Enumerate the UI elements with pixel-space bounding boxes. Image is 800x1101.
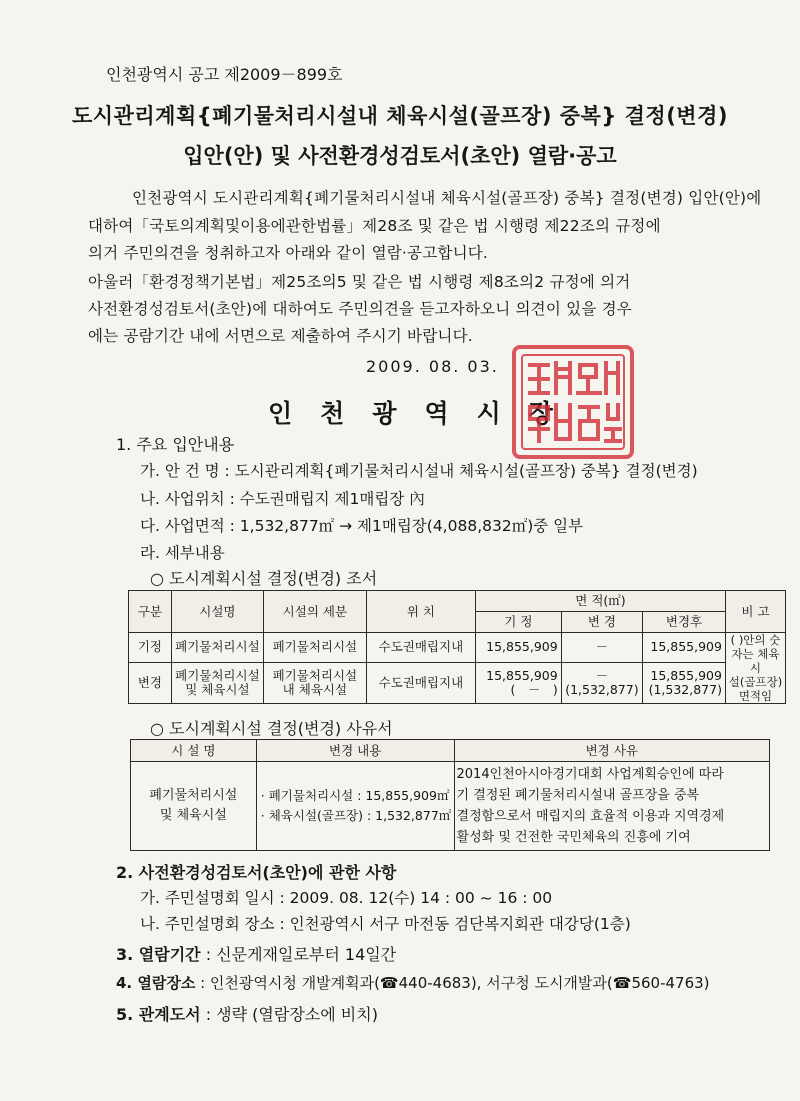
body-line: 의거 주민의견을 청취하고자 아래와 같이 열람·공고합니다. [88, 244, 489, 262]
section-2-item: 나. 주민설명회 장소 : 인천광역시 서구 마전동 검단복지회관 대강당(1층) [140, 915, 631, 933]
cell-after [643, 662, 726, 703]
cell-line: 2014인천아시아경기대회 사업계획승인에 따라 [456, 767, 724, 782]
header-change: 변 경 [561, 612, 642, 633]
cell-after: 15,855,909 [643, 633, 726, 663]
cell-line: 결정함으로서 매립지의 효율적 이용과 지역경제 [456, 809, 725, 824]
cell-location: 수도권매립지내 [366, 633, 475, 663]
header-before: 기 정 [476, 612, 562, 633]
section-2-item: 가. 주민설명회 일시 : 2009. 08. 12(수) 14 : 00 ~ 16 : 00 [140, 889, 553, 907]
section-4-value: : 인천광역시청 개발계획과(☎440-4683), 서구청 도시개발과(☎560-4763) [195, 974, 710, 992]
cell-change [561, 662, 642, 703]
cell-line: 폐기물처리시설 [272, 667, 358, 683]
cell-detail: 폐기물처리시설 [263, 633, 366, 663]
cell-line: 15,855,909 [486, 667, 558, 683]
body-line: 인천광역시 도시관리계획{폐기물처리시설내 체육시설(골프장) 중복} 결정(변경) 입안(안)에 [132, 189, 762, 207]
header-facility: 시설명 [171, 591, 263, 633]
cell-change: － [561, 633, 642, 663]
cell-before [476, 662, 562, 703]
cell-detail [263, 662, 366, 703]
cell-line: · 체육시설(골프장) : 1,532,877㎡ [260, 808, 452, 823]
section-1-item: 나. 사업위치 : 수도권매립지 제1매립장 內 [140, 490, 425, 508]
cell-line: － [595, 667, 609, 683]
title-line-2: 입안(안) 및 사전환경성검토서(초안) 열람·공고 [183, 144, 617, 168]
note-line: 면적임 [738, 689, 773, 703]
seal-pattern-icon [516, 349, 630, 455]
section-4-label: 4. 열람장소 [116, 974, 196, 992]
note-line: 자는 체육시 [731, 647, 780, 675]
cell-location: 수도권매립지내 [366, 662, 475, 703]
title-line-1: 도시관리계획{폐기물처리시설내 체육시설(골프장) 중복} 결정(변경) [72, 104, 728, 128]
section-5 [116, 1002, 378, 1025]
header-reason: 변경 사유 [454, 740, 769, 762]
section-5-label: 5. 관계도서 [116, 1005, 201, 1024]
cell-reason [454, 762, 769, 851]
notice-date: 2009. 08. 03. [366, 357, 499, 376]
notice-number: 인천광역시 공고 제2009－899호 [106, 65, 343, 84]
cell-line: 폐기물처리시설 [175, 667, 260, 683]
header-area: 면 적(㎡) [476, 591, 726, 612]
cell-line: 및 체육시설 [185, 681, 250, 697]
cell-line: 활성화 및 건전한 국민체육의 진흥에 기여 [456, 830, 691, 845]
header-location: 위 치 [366, 591, 475, 633]
header-note: 비 고 [725, 591, 785, 633]
cell-facility: 폐기물처리시설 [171, 633, 263, 663]
cell-line: 내 체육시설 [282, 681, 348, 697]
body-line: 에는 공람기간 내에 서면으로 제출하여 주시기 바랍니다. [88, 327, 473, 345]
section-2-title: 2. 사전환경성검토서(초안)에 관한 사항 [116, 863, 397, 882]
table-row [129, 662, 786, 703]
header-facility: 시 설 명 [131, 740, 257, 762]
section-4 [116, 972, 710, 993]
cell-line: (1,532,877) [565, 681, 639, 697]
section-1-item: 다. 사업면적 : 1,532,877㎡ → 제1매립장(4,088,832㎡)중 일부 [140, 517, 584, 535]
cell-line: 15,855,909 [650, 667, 722, 683]
cell-facility [131, 762, 257, 851]
section-1-title: 1. 주요 입안내용 [116, 435, 235, 454]
cell-line: 및 체육시설 [159, 808, 227, 823]
section-3-value: : 신문게재일로부터 14일간 [200, 945, 397, 964]
decision-table [128, 590, 786, 704]
table-2-caption: ○ 도시계획시설 결정(변경) 사유서 [150, 719, 393, 738]
cell-type: 기정 [129, 633, 172, 663]
cell-line: 폐기물처리시설 [149, 788, 238, 803]
section-1-item: 라. 세부내용 [140, 544, 225, 562]
table-row [129, 633, 786, 663]
cell-line: ( － ) [510, 681, 558, 697]
table-row [131, 762, 770, 851]
reason-table [130, 739, 770, 851]
cell-type: 변경 [129, 662, 172, 703]
body-line: 사전환경성검토서(초안)에 대하여도 주민의견을 듣고자하오니 의견이 있을 경우 [88, 300, 632, 318]
header-type: 구분 [129, 591, 172, 633]
body-line: 대하여「국토의계획및이용에관한법률」제28조 및 같은 법 시행령 제22조의 규정에 [88, 217, 661, 235]
section-3 [116, 942, 396, 965]
section-3-label: 3. 열람기간 [116, 945, 201, 964]
cell-content [256, 762, 454, 851]
section-5-value: : 생략 (열람장소에 비치) [200, 1005, 378, 1024]
cell-facility [171, 662, 263, 703]
header-detail: 시설의 세분 [263, 591, 366, 633]
note-line: ( )안의 숫 [730, 633, 781, 647]
body-line: 아울러「환경정책기본법」제25조의5 및 같은 법 시행령 제8조의2 규정에 의거 [88, 273, 631, 291]
official-seal-stamp [512, 345, 634, 459]
cell-line: (1,532,877) [648, 681, 722, 697]
cell-line: · 폐기물처리시설 : 15,855,909㎡ [260, 788, 450, 803]
cell-before: 15,855,909 [476, 633, 562, 663]
cell-note [725, 633, 785, 704]
header-after: 변경후 [643, 612, 726, 633]
note-line: 설(골프장) [728, 675, 783, 689]
header-content: 변경 내용 [256, 740, 454, 762]
cell-line: 기 결정된 폐기물처리시설내 골프장을 중복 [456, 788, 700, 803]
issuer-name: 인천광역시장 [268, 399, 581, 428]
table-1-caption: ○ 도시계획시설 결정(변경) 조서 [150, 569, 378, 588]
section-1-item: 가. 안 건 명 : 도시관리계획{폐기물처리시설내 체육시설(골프장) 중복} 결정(변경) [140, 462, 698, 480]
